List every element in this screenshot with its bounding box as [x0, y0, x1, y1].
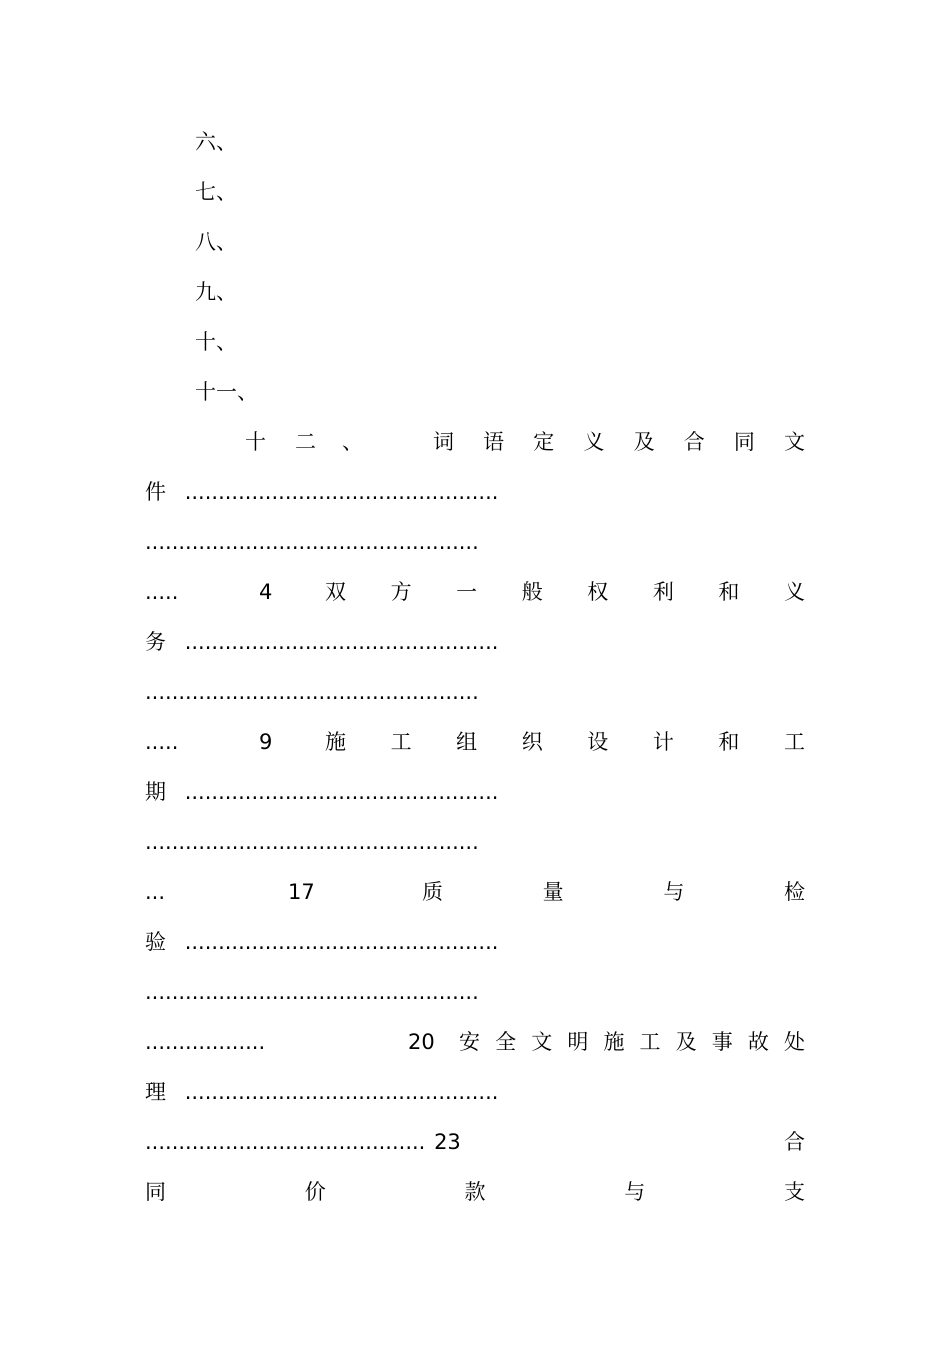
toc-page-line: [145, 727, 805, 757]
title-char: 与: [624, 1180, 646, 1204]
next-title: [325, 577, 805, 607]
title-char: 词: [433, 430, 454, 454]
leader-dots: ..................................................: [145, 680, 479, 704]
page-number: 23: [434, 1130, 461, 1154]
toc-tail-char: 验: [145, 930, 166, 954]
prefix-char: 十: [245, 430, 266, 454]
last-line: [145, 1177, 805, 1207]
title-char: 文: [531, 1030, 553, 1054]
title-char: 计: [652, 730, 674, 754]
item-8: 八、: [195, 230, 237, 254]
title-char: 处: [783, 1030, 805, 1054]
title-char: 织: [521, 730, 543, 754]
prefix-char: 二: [295, 430, 316, 454]
leader-dots: ...............................................: [184, 780, 499, 804]
leader-dots: ..........................................: [145, 1130, 426, 1154]
title-char: 工: [639, 1030, 661, 1054]
leader-dots: ...............................................: [184, 630, 499, 654]
leader-line: [145, 677, 805, 707]
leader-dots: ...............................................: [184, 1080, 499, 1104]
title-char: 同: [733, 430, 755, 454]
title-char: 双: [325, 580, 346, 604]
title-char: 价: [304, 1180, 326, 1204]
title-char: 及: [675, 1030, 697, 1054]
item-12-line: [145, 427, 805, 457]
title-char: 工: [390, 730, 412, 754]
title-char: 方: [390, 580, 412, 604]
title-char: 施: [325, 730, 346, 754]
prefix-char: 、: [342, 430, 363, 454]
title-char: 事: [711, 1030, 733, 1054]
leader-dots: ...............................................: [184, 480, 499, 504]
title-char: 款: [464, 1180, 486, 1204]
leader-dots: .....: [145, 730, 179, 754]
item-10: 十、: [195, 330, 237, 354]
title-char: 组: [456, 730, 478, 754]
leader-line: [145, 977, 805, 1007]
item-11: 十一、: [195, 380, 258, 404]
leader-line: [145, 827, 805, 857]
toc-page-line: [145, 1127, 805, 1157]
item-9: 九、: [195, 280, 237, 304]
title-char: 合: [683, 430, 705, 454]
item-6: 六、: [195, 130, 237, 154]
page-number: 4: [259, 580, 273, 604]
leader-dots: ..................................................: [145, 980, 479, 1004]
title-chars: [433, 427, 805, 457]
title-char: 和: [718, 730, 740, 754]
item-7: 七、: [195, 180, 237, 204]
toc-tail-char: 务: [145, 630, 166, 654]
title-char: 工: [783, 730, 805, 754]
toc-page-line: [145, 1027, 805, 1057]
page-number: 20: [408, 1030, 435, 1054]
toc-page-line: [145, 877, 805, 907]
toc-page-line: [145, 577, 805, 607]
leader-dots: ...............................................: [184, 930, 499, 954]
title-char: 般: [521, 580, 543, 604]
next-title: [459, 1027, 805, 1057]
title-char: 故: [747, 1030, 769, 1054]
title-char: 质: [422, 880, 443, 904]
title-char: 同: [145, 1180, 166, 1204]
page-number: 9: [259, 730, 273, 754]
next-title: [325, 727, 805, 757]
next-title: [422, 877, 805, 907]
leader-line: [145, 527, 805, 557]
title-char: 全: [495, 1030, 517, 1054]
title-char: 施: [603, 1030, 625, 1054]
title-char: 安: [459, 1030, 480, 1054]
title-char: 合: [784, 1130, 805, 1154]
toc-tail-line: [145, 777, 805, 807]
page-number: 17: [288, 880, 315, 904]
leader-dots: .....: [145, 580, 179, 604]
title-char: 检: [783, 880, 805, 904]
title-char: 与: [663, 880, 685, 904]
title-char: 语: [483, 430, 505, 454]
leader-dots: ..................................................: [145, 830, 479, 854]
title-char: 定: [533, 430, 555, 454]
title-char: 设: [587, 730, 609, 754]
leader-dots: ...: [145, 880, 166, 904]
toc-tail-line: [145, 927, 805, 957]
title-char: 及: [633, 430, 655, 454]
toc-tail-char: 件: [145, 480, 166, 504]
toc-tail-line: [145, 627, 805, 657]
title-char: 一: [456, 580, 478, 604]
title-char: 权: [587, 580, 609, 604]
title-char: 文: [783, 430, 805, 454]
toc-tail-char: 理: [145, 1080, 166, 1104]
leader-dots: ..................: [145, 1030, 266, 1054]
title-char: 和: [718, 580, 740, 604]
title-char: 利: [652, 580, 674, 604]
title-char: 义: [783, 580, 805, 604]
toc-tail-line: [145, 477, 805, 507]
title-char: 支: [784, 1180, 805, 1204]
toc-tail-char: 期: [145, 780, 166, 804]
title-char: 明: [567, 1030, 589, 1054]
title-char: 量: [542, 880, 564, 904]
toc-tail-line: [145, 1077, 805, 1107]
title-char: 义: [583, 430, 605, 454]
leader-dots: ..................................................: [145, 530, 479, 554]
